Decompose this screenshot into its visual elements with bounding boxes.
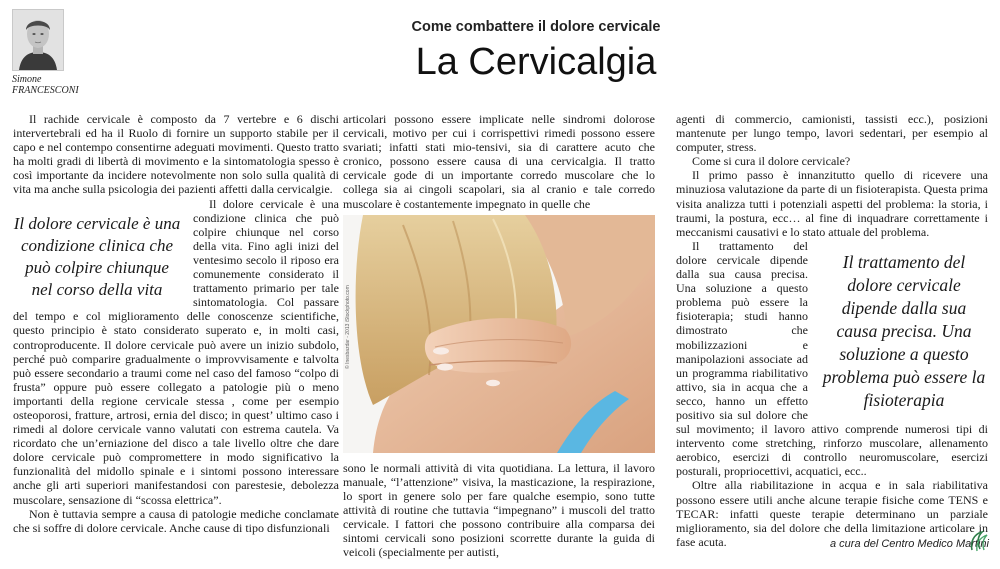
- author-photo: [12, 9, 64, 71]
- paragraph: Il primo passo è innanzitutto quello di ricevere una minuziosa valutazione da parte di un fisioterapista. Questa prima visita analizza tutti i potenziali aspetti del problema: la storia, i traumi, la postura, ecc… al fine di inquadrare correttamente i meccanismi causativi e lo stato attuale del problema.: [676, 168, 988, 239]
- column-right: [676, 112, 988, 549]
- author-first-name: Simone: [12, 74, 42, 85]
- author-last-name: FRANCESCONI: [12, 85, 79, 96]
- paragraph: articolari possono essere implicate nelle sindromi dolorose cervicali, motivo per cui i corrispettivi rimedi possono essere svariati; infatti stati mio-tensivi, sia di carattere acuto che cronico, possono essere causa di una cervicalgia. Il tratto cervicale gode di un importante corredo muscolare che lo collega sia ai cingoli scapolari, sia al cranio e tale corredo muscolare è costantemente impegnato in quelle che: [343, 112, 655, 211]
- paragraph: agenti di commercio, camionisti, tassisti ecc.), posizioni mantenute per lungo tempo, lavori sedentari, per esempio al computer, stress.: [676, 112, 988, 155]
- paragraph: Non è tuttavia sempre a causa di patologie mediche conclamate che si soffre di dolore cervicale. Anche cause di tipo disfunzionali: [13, 506, 339, 535]
- paragraph: Il trattamento del dolore cervicale dipende dalla sua causa precisa. Una soluzione a questo problema può essere la fisioterapia; studi hanno dimostrato che mobilizzazioni e manipolazioni associate ad un programma riabilitativo attivo, sia in acqua che a secco, hanno un effetto positivo sia sul dolore che sul movimento; il lavoro attivo comprende numerosi tipi di intervento come stretching, rinforzo muscolare, allenamento aerobico, esercizi di controllo neuromuscolare, esercizi posturali, propriocettivi, acquatici, ecc..: [676, 238, 988, 479]
- article-kicker: Come combattere il dolore cervicale: [411, 19, 661, 35]
- neck-photo-illustration: [343, 215, 655, 453]
- paragraph: Il dolore cervicale è una condizione clinica che può colpire chiunque nel corso della vita. Fino agli inizi del ventesimo secolo il riposo era comunemente considerato il trattamento primario per tale sintomatologia. Col passare del tempo e col miglioramento delle conoscenze scientifiche, questo principio è stato considerato superato e, in molti casi, controproducente. Il dolore cervicale può avere un inizio subdolo, perché può comparire gradualmente o improvvisamente e talvolta può essere secondario a traumi come nel caso del famoso “colpo di frusta” oppure può essere collegato a patologie più o meno importanti della regione cervicale stessa , come per esempio osteoporosi, fratture, artrosi, ernia del disco; in quest’ ultimo caso i rimedi al dolore cervicale vanno valutati con estrema cautela. Va ricordato che un’erniazione del disco a tale livello oltre che dare dolore cervicale può compromettere in modo significativo la funzionalità del midollo spinale e i sintomi possono interessare anche gli arti superiori manifestandosi con parestesie, debolezza muscolare, sensazione di “scossa elettrica”.: [13, 196, 339, 507]
- author-portrait-icon: [13, 10, 63, 70]
- paragraph: Oltre alla riabilitazione in acqua e in sala riabilitativa possono essere utili anche alcune terapie fisiche come TENS e TECAR: infatti queste terapie determinano un parziale miglioramento, sia del dolore che della limitazione articolare in fase acuta.: [676, 478, 988, 549]
- photo-credit: [343, 219, 351, 369]
- subheading: Come si cura il dolore cervicale?: [692, 154, 851, 169]
- column-middle: [343, 112, 655, 559]
- neck-pain-photo: [343, 215, 655, 453]
- pull-quote-left: Il dolore cervicale è una condizione clinica che può colpire chiunque nel corso della vita: [13, 213, 181, 299]
- column-left: [13, 112, 339, 535]
- paragraph: Il rachide cervicale è composto da 7 vertebre e 6 dischi intervertebrali ed ha il Ruolo di fornire un supporto stabile per il capo e nel contempo consentirne adeguati movimenti. Questo tratto ha molti gradi di libertà di movimento e la sintomatologia spesso è così importante da incidere notevolmente non solo sulla qualità di vita ma anche sulla psicologia dei pazienti affetti dalla cervicalgie.: [13, 112, 339, 197]
- photo-credit-text: © Inesbazdar - 2013 iStockphoto.com: [345, 284, 351, 369]
- footer-credit: a cura del Centro Medico Martini: [830, 538, 989, 550]
- pull-quote-right: Il trattamento del dolore cervicale dipende dalla sua causa precisa. Una soluzione a questo problema può essere la fisioterapia: [822, 251, 986, 410]
- paragraph: sono le normali attività di vita quotidiana. La lettura, il lavoro manuale, “l’attenzione” visiva, la masticazione, la respirazione, lo sport in genere solo per fare qualche esempio, sono tutte attività di routine che tuttavia “impegnano” i muscoli del tratto cervicale. I fattori che possono contribuire alla comparsa dei sintomi cervicali sono posizioni scorrette durante la guida di veicoli (specialmente per autisti,: [343, 460, 655, 560]
- author-byline: [12, 74, 79, 96]
- clinic-logo-icon: [968, 530, 990, 552]
- article-headline: La Cervicalgia: [415, 41, 657, 83]
